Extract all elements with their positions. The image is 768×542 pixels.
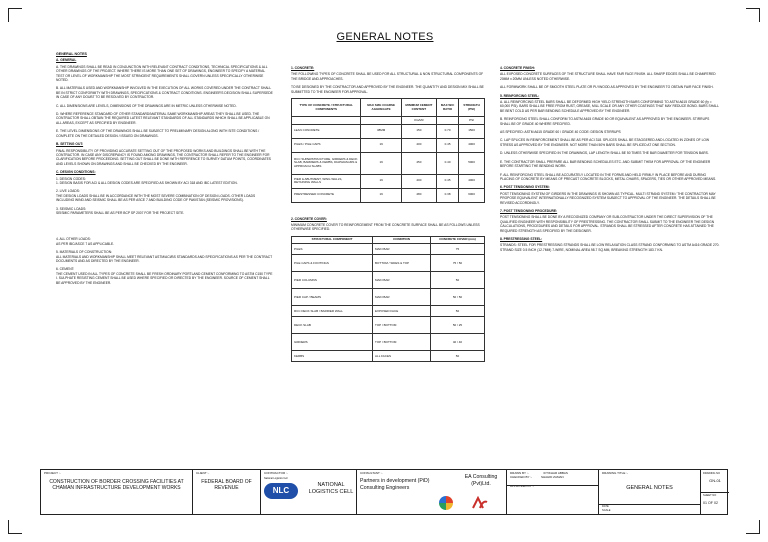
- table-cell: 50 / 25: [430, 317, 484, 334]
- table-cell: [437, 117, 459, 125]
- table-cell: KG/M3: [401, 117, 436, 125]
- client-label: CLIENT :-: [196, 471, 210, 475]
- note-paragraph: STRANDS: STEEL FOR PRESTRESSING STRANDS SHALL BE LOW RELAXATION CLASS STRAND CONFORMING TO ASTM A416 GRADE 270. STRAND SIZE 0.5 INCH (12.7MM) 7-WIRE, NOMINAL AREA 98.7 SQ.MM, BREAKING STRENGTH 183.7 KN.: [500, 243, 720, 252]
- section-heading: A. GENERAL: [56, 58, 77, 63]
- table-cell: 5000: [459, 152, 485, 174]
- sheet-no: 01 OF 02: [703, 501, 718, 505]
- section-heading: 7. POST TENSIONING PROCEDURE:: [500, 208, 558, 213]
- concrete-types-table: [291, 98, 485, 203]
- checked-by-row: [510, 476, 595, 480]
- table-cell: 0.70: [437, 124, 459, 138]
- table-cell: 50 / 50: [430, 289, 484, 306]
- section-heading: B. SETTING OUT:: [56, 142, 84, 147]
- table-row: [292, 289, 485, 306]
- table-cell: MAIN BAR: [373, 272, 431, 289]
- table-row: [292, 306, 485, 317]
- consultant2-name: EA Consulting (Pvt)Ltd.: [464, 474, 498, 487]
- table-cell: 450: [401, 152, 436, 174]
- crop-mark-top-right: [746, 8, 760, 22]
- consultant-cell: [357, 470, 507, 514]
- note-paragraph: TO BE DESIGNED BY THE CONTRACTOR AND APPROVED BY THE ENGINEER. THE QUANTITY AND DESIGN MIX SHALL BE SUBMITTED TO THE ENGINEER FOR APPROVAL.: [291, 85, 484, 94]
- drawing-title-cell: [599, 470, 701, 514]
- table-units-row: [292, 117, 485, 125]
- signatures-cell: [507, 470, 599, 514]
- table-header-cell: STRUCTURAL COMPONENT: [292, 236, 373, 244]
- drawing-title-label: DRAWING TITLE :-: [602, 471, 629, 475]
- section-heading: 2. CONCRETE COVER:: [291, 216, 327, 221]
- table-cell: 40 / 40: [430, 334, 484, 351]
- note-paragraph: C. LAP SPLICES IN REINFORCEMENT SHALL BE AS PER ACI 318. SPLICES SHALL BE STAGGERED AND LOCATED IN ZONES OF LOW STRESS AS APPROVED BY THE ENGINEER. NOT MORE THAN 50% BARS SHALL BE SPLICED AT ONE SECTION.: [500, 138, 710, 147]
- ea-logo-icon: [471, 496, 489, 510]
- table-cell: 400: [401, 174, 436, 188]
- note-paragraph: 5. MATERIALS OF CONSTRUCTION:: [56, 250, 112, 255]
- table-cell: 19: [361, 174, 401, 188]
- divider: [507, 485, 598, 486]
- table-cell: PRESTRESSED CONCRETE: [292, 188, 361, 202]
- table-cell: PSI: [459, 117, 485, 125]
- section-heading: 4. CONCRETE FINISH:: [500, 66, 535, 70]
- project-name: CONSTRUCTION OF BORDER CROSSING FACILITIES AT CHAMAN INFRASTRUCTURE DEVELOPMENT WORKS: [49, 478, 184, 491]
- table-cell: KERBS: [292, 351, 373, 362]
- note-paragraph: F. ALL REINFORCING STEEL SHALL BE ACCURATELY LOCATED IN THE FORMS AND HELD FIRMLY IN PLACE BEFORE AND DURING PLACING OF CONCRETE BY MEANS OF PRECAST CONCRETE BLOCKS, METAL CHAIRS, SPACERS, TIES OR OTHER APPROVED MEANS.: [500, 172, 717, 181]
- crop-mark-bottom-left: [8, 520, 22, 534]
- table-cell: 0.38: [437, 188, 459, 202]
- table-cell: PIER COLUMNS: [292, 272, 373, 289]
- section-heading: 8. PRESTRESSING STEEL:: [500, 236, 543, 241]
- table-cell: 4000: [459, 174, 485, 188]
- note-paragraph: FINAL RESPONSIBILITY OF PROVIDING ACCURATE SETTING OUT OF THE PROPOSED WORKS AND BUILDINGS SHALL BE WITH THE CONTRACTOR. IN CASE ANY DISCREPANCY IS FOUND AMONG DRAWINGS, THE CONTRACTOR SHALL REFER TO THE ENGINEER FOR CLARIFICATION BEFORE PROCEEDING. SETTING OUT SHALL BE DONE WITH REFERENCE TO SURVEY DATUM POINTS, COORDINATES AND LEVELS SHOWN ON DRAWINGS AND SHALL BE CHECKED BY THE ENGINEER.: [56, 148, 271, 166]
- client-cell: [193, 470, 261, 514]
- note-paragraph: B. REINFORCING STEEL SHALL CONFORM TO ASTM A615 GRADE 60 OR EQUIVALENT AS APPROVED BY THE ENGINEER. STIRRUPS SHALL BE OF GRADE 40 WHERE SPECIFIED.: [500, 117, 710, 126]
- table-header-cell: CONCRETE COVER (mm): [430, 236, 484, 244]
- section-heading: C. DESIGN CONDITIONS:: [56, 170, 96, 175]
- note-paragraph: ALL FORMWORK SHALL BE OF SMOOTH STEEL PLATE OR PLYWOOD AS APPROVED BY THE ENGINEER TO OBTAIN FAIR FACE FINISH.: [500, 85, 714, 90]
- checked-by-label: CHECKED BY :-: [510, 474, 533, 479]
- notes-column-3: [500, 66, 720, 476]
- consultant-label: CONSULTANT :-: [360, 471, 383, 475]
- note-paragraph: 6. CEMENT:: [56, 267, 75, 272]
- table-cell: PIER CAP / BEAMS: [292, 289, 373, 306]
- contractor-cell: [261, 470, 357, 514]
- note-paragraph: AS PER IBC/ASCE 7 AS APPLICABLE.: [56, 241, 115, 246]
- table-header-cell: TYPE OF CONCRETE / STRUCTURAL COMPONENTS: [292, 99, 361, 117]
- table-cell: 0.45: [437, 174, 459, 188]
- note-paragraph: AS SPECIFIED: ASTM A615 GRADE 60 / GRADE 40 CODE: DESIGN STIRRUPS: [500, 130, 621, 135]
- section-heading: 6. POST TENSIONING SYSTEM:: [500, 185, 550, 190]
- note-paragraph: ALL EXPOSED CONCRETE SURFACES OF THE STRUCTURE SHALL HAVE FAIR FACE FINISH. ALL SHARP EDGES SHALL BE CHAMFERED 20MM x 20MM UNLESS NOTED OTHERWISE.: [500, 72, 716, 81]
- contractor-logo-block: [264, 477, 304, 499]
- table-cell: DECK SLAB: [292, 317, 373, 334]
- note-paragraph: D. WHERE REFERENCE STANDARD OF OTHER STANDARD/MATERIAL SAME WORKMANSHIP AREAS THEY SHALL BE USED. THE CONTRACTOR SHALL OBTAIN THE REQUIRED LATEST RELEVANT STANDARDS OF ALL STANDARDS WHICH SHALL BE APPLICABLE ON ALL AREAS, EXCEPT AS SPECIFIED BY ENGINEER.: [56, 112, 270, 125]
- table-row: [292, 174, 485, 188]
- note-paragraph: 3. SEISMIC LOADS:: [56, 206, 87, 211]
- scale-label: SCALE: [602, 509, 611, 512]
- approved-by-label: APPROVED BY :-: [510, 484, 535, 489]
- note-paragraph: D. UNLESS OTHERWISE SPECIFIED IN THE DRAWINGS, LAP LENGTH SHALL BE 50 TIMES THE BAR DIAMETER FOR TENSION BARS.: [500, 151, 709, 156]
- table-row: [292, 152, 485, 174]
- note-paragraph: THE DESIGN LOADS SHALL BE IN ACCORDANCE WITH THE MOST SEVERE COMBINATION OF DESIGN LOADS. OTHER LOADS INCLUDING WIND AND SEISMIC SHALL BE AS PER ASCE 7 AND BUILDING CODE OF PAKISTAN (SEISMIC PROVISIONS).: [56, 193, 256, 203]
- note-paragraph: 1. DESIGN BASIS FOR ACI & ALL DESIGN CODES ARE SPECIFIED AS SHOWN BY ACI 318 AND IBC LATEST EDITION.: [56, 180, 238, 185]
- note-paragraph: 2. LIVE LOADS:: [56, 189, 80, 194]
- date-label: DATE: [602, 505, 609, 508]
- table-cell: 75 / 50: [430, 255, 484, 272]
- note-paragraph: 4. ALL OTHER LOADS:: [56, 237, 91, 242]
- design-conditions-section: [56, 170, 274, 285]
- sheet-title: GENERAL NOTES: [336, 31, 434, 43]
- setting-out-section: [56, 142, 274, 166]
- table-header-row: [292, 99, 485, 117]
- table-cell: 19: [361, 188, 401, 202]
- crop-mark-bottom-right: [746, 520, 760, 534]
- table-cell: PIER & ABUTMENT, WING WALLS, RETAINING WALLS: [292, 174, 361, 188]
- table-cell: [361, 117, 401, 125]
- note-paragraph: SEISMIC PARAMETERS SHALL BE AS PER BCP SP 2007 FOR THE PROJECT SITE.: [56, 210, 185, 215]
- table-cell: EXPOSED FACE: [373, 306, 431, 317]
- table-cell: 19: [361, 138, 401, 152]
- general-section: [56, 58, 274, 138]
- table-cell: PILES: [292, 244, 373, 255]
- note-paragraph: A. THE DRAWINGS SHALL BE READ IN CONJUNCTION WITH RELEVANT CONTRACT CONDITIONS, TECHNICAL SPECIFICATIONS & ALL OTHER DRAWINGS OF THE PROJECT. WHERE THERE IS MORE THAN ONE SET OF DRAWINGS, ENGINEER TO SPECIFY A MATERIAL TEST OR LEVEL OF WORKMANSHIP THE MOST STRINGENT REQUIREMENTS SHALL GOVERN UNLESS SPECIFICALLY OTHERWISE NOTED.: [56, 64, 268, 83]
- table-cell: MAIN BAR: [373, 289, 431, 306]
- note-paragraph: E. THE LEVEL DIMENSIONS OF THE DRAWINGS SHALL BE SUBJECT TO PRELIMINARY DESIGN ALONG WITH SITE CONDITIONS / COMPLETE ON THE DETAILED DESIGN / ISSUED ON DRAWINGS.: [56, 129, 260, 138]
- divider: [599, 504, 700, 505]
- table-cell: 38MM: [361, 124, 401, 138]
- note-paragraph: THE FOLLOWING TYPES OF CONCRETE SHALL BE USED FOR ALL STRUCTURAL & NON STRUCTURAL COMPONENTS OF THE BRIDGE AND APPROACHES.: [291, 72, 484, 81]
- contractor-label: CONTRACTOR :-: [264, 471, 288, 475]
- crop-mark-top-left: [8, 8, 22, 22]
- table-cell: 50: [430, 306, 484, 317]
- drawing-number-cell: [701, 470, 729, 514]
- table-row: [292, 255, 485, 272]
- drawing-title: GENERAL NOTES: [626, 484, 673, 491]
- pid-logo-icon: [439, 496, 453, 510]
- checked-by-value: SHAHID ZAMAN: [540, 474, 564, 479]
- note-paragraph: B. ALL MATERIALS USED AND WORKMANSHIP INVOLVED IN THE EXECUTION OF ALL WORKS COVERED UNDER THE CONTRACT SHALL BE IN STRICT CONFORMITY WITH DRAWINGS, SPECIFICATIONS & CONTRACT CONDITIONS. ENGINEER'S DECISION SHALL SUPERSEDE IN CASE OF ANY DOUBT TO BE RESOLVED BY CONTRACTOR.: [56, 86, 273, 100]
- table-cell: MAIN BAR: [373, 244, 431, 255]
- note-paragraph: A. ALL REINFORCING STEEL BARS SHALL BE DEFORMED HIGH YIELD STRENGTH BARS CONFORMING TO ASTM A615 GRADE 60 (fy = 60,000 PSI). BARS SHALL BE FREE FROM RUST, GREASE, MILL SCALE OR ANY OTHER COATINGS THAT MAY REDUCE BOND. BARS SHALL BE BENT COLD AS PER BAR BENDING SCHEDULE APPROVED BY THE ENGINEER.: [500, 100, 719, 113]
- note-paragraph: MINIMUM CONCRETE COVER TO REINFORCEMENT FROM THE CONCRETE SURFACE SHALL BE AS FOLLOWS UNLESS OTHERWISE SPECIFIED.: [291, 223, 480, 232]
- project-label: PROJECT :-: [44, 471, 61, 475]
- concrete-cover-table: [291, 236, 485, 363]
- project-cell: [41, 470, 193, 514]
- note-paragraph: C. ALL DIMENSIONS ARE LEVELS, DIMENSIONS OF THE DRAWINGS ARE IN METRIC UNLESS OTHERWISE NOTED.: [56, 103, 237, 108]
- table-cell: 400: [401, 138, 436, 152]
- table-header-cell: MAX SIZE COARSE AGGREGATE: [361, 99, 401, 117]
- table-cell: PILE CAPS & FOOTINGS: [292, 255, 373, 272]
- table-header-row: [292, 236, 485, 244]
- divider: [701, 492, 729, 493]
- table-cell: PILES / PILE CAPS: [292, 138, 361, 152]
- table-cell: [292, 117, 361, 125]
- table-row: [292, 188, 485, 202]
- table-row: [292, 351, 485, 362]
- table-cell: 150: [401, 124, 436, 138]
- contractor-name: NATIONAL LOGISTICS CELL: [308, 482, 354, 495]
- table-cell: 75: [430, 244, 484, 255]
- table-row: [292, 334, 485, 351]
- table-cell: 1500: [459, 124, 485, 138]
- column-heading: GENERAL NOTES: [56, 52, 87, 56]
- table-cell: 50: [430, 272, 484, 289]
- table-cell: TOP / BOTTOM: [373, 317, 431, 334]
- drawing-no-label: DRAWING NO: [703, 472, 721, 475]
- note-paragraph: E. THE CONTRACTOR SHALL PREPARE ALL BAR BENDING SCHEDULES ETC. AND SUBMIT THEM FOR APPROVAL OF THE ENGINEER BEFORE STARTING THE BENDING WORK.: [500, 159, 711, 169]
- table-row: [292, 272, 485, 289]
- section-heading: 5. REINFORCING STEEL:: [500, 93, 540, 98]
- table-cell: 19: [361, 152, 401, 174]
- drawn-by-value: IFTIKHAR ABBAS: [543, 471, 568, 475]
- note-paragraph: POST TENSIONING SYSTEM OF GIRDERS IN THE DRAWINGS IS SHOWN AS TYPICAL. MULTI STRAND SYSTEM / THE CONTRACTOR MAY PROPOSE EQUIVALENT INTERNATIONALLY RECOGNIZED SYSTEM SUBJECT TO APPROVAL OF THE ENGINEER. THE DETAILS SHALL BE REVISED ACCORDINGLY.: [500, 191, 716, 205]
- table-cell: RCC SUPERSTRUCTURE, GIRDERS & DECK SLAB, BARRIERS & KERBS, DIAPHRAGMS & APPROACH SLABS: [292, 152, 361, 174]
- table-row: [292, 317, 485, 334]
- note-paragraph: THE CEMENT USED IN ALL TYPES OF CONCRETE SHALL BE FRESH ORDINARY PORTLAND CEMENT CONFORMING TO ASTM C150 TYPE I. SULPHATE RESISTING CEMENT SHALL BE USED WHERE SPECIFIED OR DIRECTED BY THE ENGINEER. SOURCE OF CEMENT SHALL BE APPROVED BY THE ENGINEER.: [56, 271, 273, 285]
- title-block: [40, 469, 728, 515]
- table-row: [292, 124, 485, 138]
- table-cell: RCC DECK SLAB / BARRIER WALL: [292, 306, 373, 317]
- sheet-no-label: SHEET NO: [703, 494, 717, 497]
- drawing-no: GN-01: [709, 477, 721, 483]
- note-paragraph: 1. DESIGN CODES:: [56, 176, 86, 181]
- table-cell: 0.45: [437, 138, 459, 152]
- table-header-cell: CONDITION: [373, 236, 431, 244]
- table-cell: 480: [401, 188, 436, 202]
- note-paragraph: ALL MATERIALS AND WORKMANSHIP SHALL MEET RELEVANT ASTM/ACI/BS STANDARDS AND SPECIFICATIONS AS PER THE CONTRACT DOCUMENTS AND AS DIRECTED BY THE ENGINEER.: [56, 254, 273, 263]
- nlc-logo: NLC: [264, 483, 298, 499]
- table-cell: 0.40: [437, 152, 459, 174]
- table-cell: 6000: [459, 188, 485, 202]
- client-name: FEDERAL BOARD OF REVENUE: [201, 478, 252, 491]
- contractor-small-text: National Logistics Cell: [264, 477, 288, 480]
- table-cell: TOP / BOTTOM: [373, 334, 431, 351]
- table-cell: 4000: [459, 138, 485, 152]
- table-cell: 50: [430, 351, 484, 362]
- section-heading: 1. CONCRETE:: [291, 66, 315, 70]
- notes-column-2: [291, 66, 485, 476]
- table-header-cell: MINIMUM CEMENT CONTENT: [401, 99, 436, 117]
- table-header-cell: MAX W/C RATIO: [437, 99, 459, 117]
- table-cell: BOTTOM / SIDES & TOP: [373, 255, 431, 272]
- drawn-by-label: DRAWN BY :-: [510, 471, 529, 475]
- consultant-name: Partners in development (PiD) Consulting Engineers: [360, 478, 430, 491]
- note-paragraph: POST TENSIONING SHALL BE DONE BY A RECOGNIZED COMPANY OR SUB-CONTRACTOR UNDER THE DIRECT SUPERVISION OF THE QUALIFIED ENGINEER WITH RESPONSIBILITY OF PRESTRESSING. THE CONTRACTOR SHALL SUBMIT TO THE ENGINEER THE DESIGN CALCULATIONS, PROCEDURES AND DETAILS FOR APPROVAL. STRANDS SHALL BE STRESSED AFTER CONCRETE HAS ATTAINED THE REQUIRED STRENGTH AS SPECIFIED BY THE DESIGNER.: [500, 215, 715, 233]
- table-row: [292, 138, 485, 152]
- table-row: [292, 244, 485, 255]
- notes-column-1: [56, 52, 274, 462]
- table-header-cell: STRENGTH (PSI): [459, 99, 485, 117]
- table-cell: GIRDERS: [292, 334, 373, 351]
- table-cell: LEAN CONCRETE: [292, 124, 361, 138]
- table-cell: ALL FACES: [373, 351, 431, 362]
